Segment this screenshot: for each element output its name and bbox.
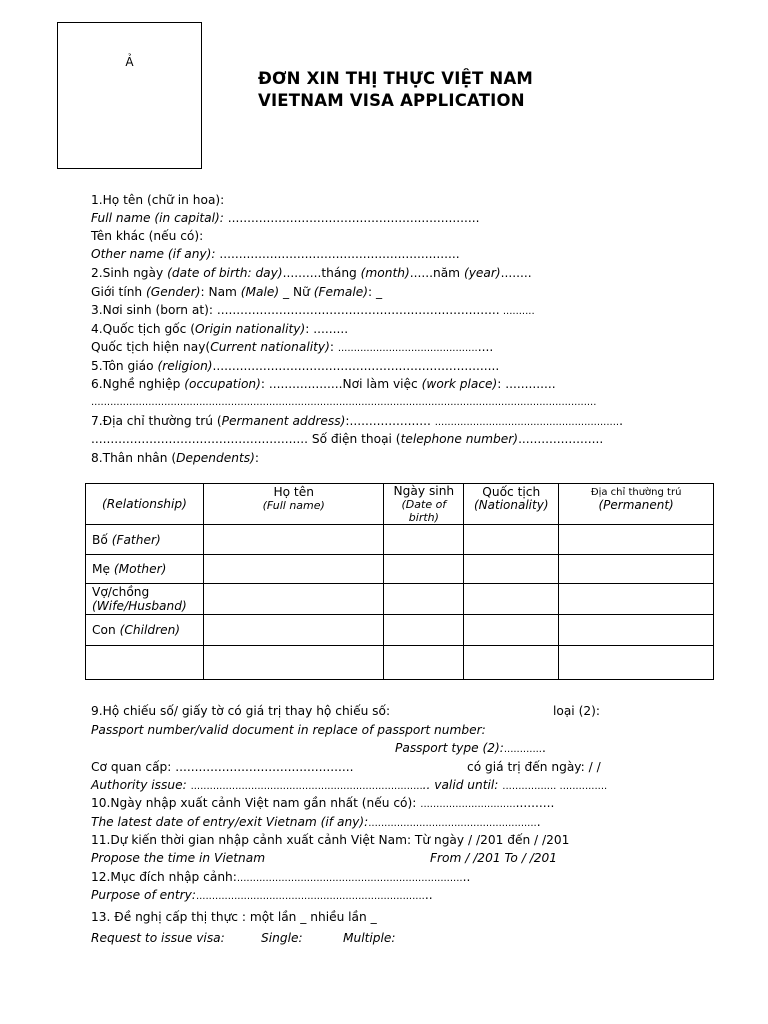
field-visa-single[interactable]: Single: [261, 931, 303, 945]
field-gender[interactable]: Giới tính (Gender): Nam (Male) _ Nữ (Female): _ [91, 285, 383, 299]
cell-input[interactable] [464, 646, 559, 680]
field-occupation[interactable]: 6.Nghề nghiệp (occupation): ...................Nơi làm việc (work place): ............. [91, 377, 556, 391]
cell-input[interactable] [203, 525, 383, 555]
field-authority-issue[interactable]: Cơ quan cấp: .............................................. [91, 760, 354, 774]
photo-box [57, 22, 202, 169]
field-valid-until-vi[interactable]: có giá trị đến ngày: / / [467, 760, 601, 774]
field-religion[interactable]: 5.Tôn giáo (religion).......................................................................... [91, 359, 500, 373]
field-telephone[interactable]: ........................................................ Số điện thoại (telephone number)...................... [91, 432, 604, 446]
cell-input[interactable] [559, 555, 714, 584]
field-other-name-vi: Tên khác (nếu có): [91, 229, 204, 243]
field-dependents: 8.Thân nhân (Dependents): [91, 451, 259, 465]
field-visa-request[interactable]: 13. Đề nghị cấp thị thực : một lần _ nhiều lần _ [91, 910, 377, 924]
form-title [258, 68, 533, 112]
table-header-row [86, 484, 714, 525]
cell-input[interactable] [384, 525, 464, 555]
header-relationship: (Relationship) [86, 484, 204, 525]
field-other-name-en[interactable]: Other name (if any): .............................................................. [91, 247, 460, 261]
cell-input[interactable] [203, 646, 383, 680]
field-full-name-vi: 1.Họ tên (chữ in hoa): [91, 193, 225, 207]
field-passport-number-en: Passport number/valid document in replace of passport number: [91, 723, 486, 737]
cell-input[interactable] [464, 584, 559, 615]
cell-input[interactable] [203, 555, 383, 584]
field-latest-entry-en[interactable]: The latest date of entry/exit Vietnam (if any):...................................................... [91, 815, 541, 829]
row-label-spouse: Vợ/chồng (Wife/Husband) [86, 584, 204, 615]
cell-input[interactable] [384, 646, 464, 680]
row-label-children: Con (Children) [86, 615, 204, 646]
table-row [86, 584, 714, 615]
field-purpose-of-entry-en[interactable]: Purpose of entry:.......................................................................... [91, 888, 433, 902]
table-row [86, 525, 714, 555]
field-visa-request-en: Request to issue visa: [91, 931, 225, 945]
cell-input[interactable] [559, 584, 714, 615]
field-propose-time[interactable]: 11.Dự kiến thời gian nhập cảnh xuất cảnh Việt Nam: Từ ngày / /201 đến / /201 [91, 833, 570, 847]
field-passport-type-en[interactable]: Passport type (2):............. [395, 741, 546, 755]
field-latest-entry[interactable]: 10.Ngày nhập xuất cảnh Việt nam gần nhất (nếu có): ........................................ [91, 796, 555, 810]
cell-input[interactable] [559, 646, 714, 680]
dependents-table [85, 483, 714, 680]
field-passport-type-vi[interactable]: loại (2): [553, 704, 600, 718]
header-nationality: Quốc tịch (Nationality) [464, 484, 559, 525]
cell-input[interactable] [384, 555, 464, 584]
field-current-nationality[interactable]: Quốc tịch hiện nay(Current nationality): ................................................ [91, 340, 494, 354]
row-label-mother: Mẹ (Mother) [86, 555, 204, 584]
row-label-father: Bố (Father) [86, 525, 204, 555]
field-propose-time-en-range[interactable]: From / /201 To / /201 [430, 851, 558, 865]
photo-label: Ả [125, 55, 134, 69]
title-vi: ĐƠN XIN THỊ THỰC VIỆT NAM [258, 69, 534, 88]
field-origin-nationality[interactable]: 4.Quốc tịch gốc (Origin nationality): ......... [91, 322, 349, 336]
cell-input[interactable] [464, 525, 559, 555]
cell-input[interactable] [559, 615, 714, 646]
field-full-name-en[interactable]: Full name (in capital): ................................................................. [91, 211, 480, 225]
table-row [86, 615, 714, 646]
cell-input[interactable] [203, 615, 383, 646]
field-date-of-birth[interactable]: 2.Sinh ngày (date of birth: day)..........tháng (month)......năm (year)........ [91, 266, 532, 280]
cell-input[interactable] [384, 584, 464, 615]
cell-input[interactable] [86, 646, 204, 680]
field-propose-time-en-label: Propose the time in Vietnam [91, 851, 266, 865]
cell-input[interactable] [464, 615, 559, 646]
cell-input[interactable] [559, 525, 714, 555]
field-occupation-dots[interactable]: ............................................................................................................................................................... [91, 397, 597, 408]
field-purpose-of-entry[interactable]: 12.Mục đích nhập cảnh:......................................................................... [91, 870, 471, 884]
title-en: VIETNAM VISA APPLICATION [258, 91, 525, 110]
field-visa-multiple[interactable]: Multiple: [343, 931, 396, 945]
cell-input[interactable] [203, 584, 383, 615]
field-birth-place[interactable]: 3.Nơi sinh (born at): ......................................................................... .......... [91, 303, 535, 317]
header-permanent-address: Địa chỉ thường trú (Permanent) [559, 484, 714, 525]
header-date-of-birth: Ngày sinh (Date of birth) [384, 484, 464, 525]
field-passport-number[interactable]: 9.Hộ chiếu số/ giấy tờ có giá trị thay hộ chiếu số: [91, 704, 391, 718]
field-permanent-address[interactable]: 7.Địa chỉ thường trú (Permanent address):..................... ........................................................... [91, 414, 623, 428]
cell-input[interactable] [384, 615, 464, 646]
table-row [86, 646, 714, 680]
field-authority-issue-en[interactable]: Authority issue: ........................................................................... valid until: ................. ............... [91, 778, 608, 792]
cell-input[interactable] [464, 555, 559, 584]
header-full-name: Họ tên (Full name) [203, 484, 383, 525]
table-row [86, 555, 714, 584]
